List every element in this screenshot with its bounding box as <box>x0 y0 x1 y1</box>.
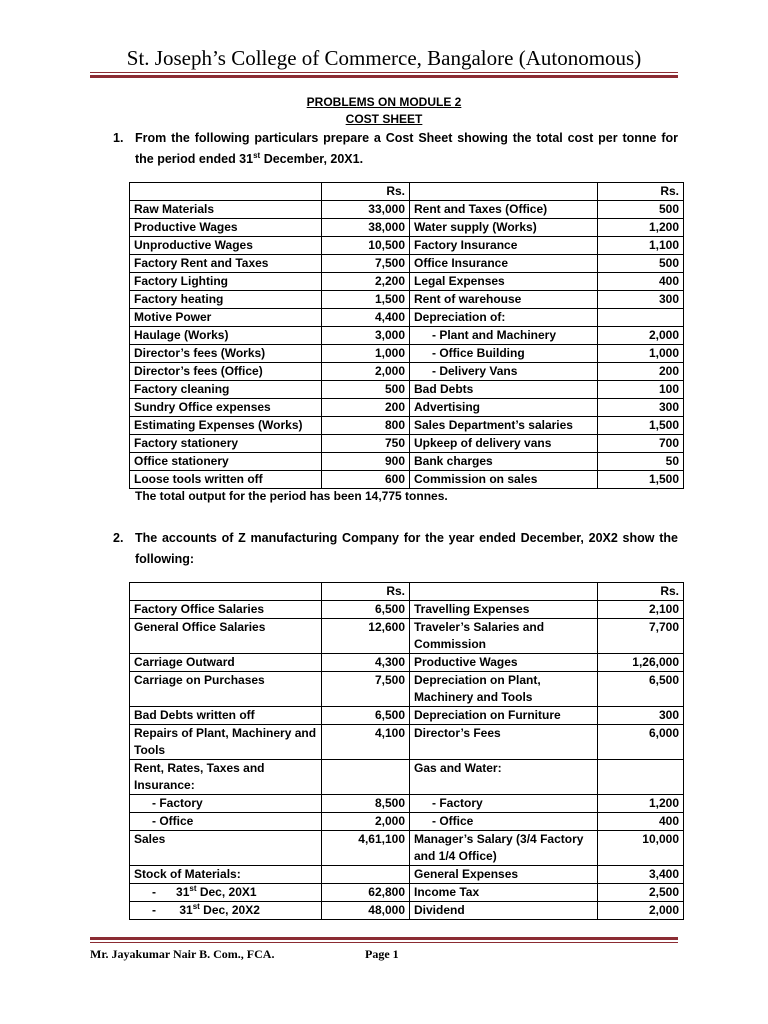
table-row <box>130 255 684 273</box>
table-cell: 7,700 <box>598 619 684 654</box>
table-cell: 300 <box>598 707 684 725</box>
cost-table-1 <box>129 182 684 489</box>
table-cell: 2,000 <box>322 813 410 831</box>
table-cell: 100 <box>598 381 684 399</box>
table-cell: Rs. <box>322 183 410 201</box>
footer-author: Mr. Jayakumar Nair B. Com., FCA. <box>90 947 275 961</box>
table-cell: 7,500 <box>322 255 410 273</box>
table-cell: Sundry Office expenses <box>130 399 322 417</box>
output-note: The total output for the period has been 14,775 tonnes. <box>135 489 448 503</box>
table-cell: 2,500 <box>598 884 684 902</box>
table-cell: Productive Wages <box>410 654 598 672</box>
table-cell: Office Insurance <box>410 255 598 273</box>
table-cell: Commission on sales <box>410 471 598 489</box>
table-cell: 6,500 <box>598 672 684 707</box>
table-cell: Productive Wages <box>130 219 322 237</box>
table-row <box>130 453 684 471</box>
table-row <box>130 471 684 489</box>
table-cell: 4,100 <box>322 725 410 760</box>
table-cell: 200 <box>322 399 410 417</box>
table-cell: 300 <box>598 291 684 309</box>
table-cell: 6,500 <box>322 601 410 619</box>
table-cell: Repairs of Plant, Machinery and Tools <box>130 725 322 760</box>
table-cell: Rs. <box>598 583 684 601</box>
table-cell: 4,400 <box>322 309 410 327</box>
table-cell <box>598 309 684 327</box>
table-cell: Traveler’s Salaries and Commission <box>410 619 598 654</box>
table-cell: Upkeep of delivery vans <box>410 435 598 453</box>
table-cell: 500 <box>598 201 684 219</box>
table-cell: Motive Power <box>130 309 322 327</box>
table-header-row <box>130 583 684 601</box>
table-cell: Rs. <box>598 183 684 201</box>
table-cell: 2,100 <box>598 601 684 619</box>
module-heading: PROBLEMS ON MODULE 2 <box>306 95 462 109</box>
table-row <box>130 725 684 760</box>
table-cell: - Factory <box>130 795 322 813</box>
table-cell: - Office <box>130 813 322 831</box>
table-cell: 750 <box>322 435 410 453</box>
table-cell: Travelling Expenses <box>410 601 598 619</box>
table-cell <box>598 760 684 795</box>
table-cell: Legal Expenses <box>410 273 598 291</box>
table-row <box>130 795 684 813</box>
footer-rule-thin <box>90 942 678 943</box>
table-cell: Rent, Rates, Taxes and Insurance: <box>130 760 322 795</box>
table-row <box>130 219 684 237</box>
table-row <box>130 831 684 866</box>
table-cell: 2,000 <box>598 327 684 345</box>
question-text: From the following particulars prepare a Cost Sheet showing the total cost per tonne for the period ended 31st December, 20X1. <box>135 131 678 166</box>
table-cell: 600 <box>322 471 410 489</box>
table-cell: Depreciation of: <box>410 309 598 327</box>
table-row <box>130 601 684 619</box>
table-cell: 1,200 <box>598 219 684 237</box>
table-cell: - Office <box>410 813 598 831</box>
question-number: 1. <box>113 131 124 145</box>
table-cell: Factory stationery <box>130 435 322 453</box>
table-cell <box>410 183 598 201</box>
table-cell: 8,500 <box>322 795 410 813</box>
table-cell: 1,200 <box>598 795 684 813</box>
table-row <box>130 672 684 707</box>
page-number: Page 1 <box>365 947 399 961</box>
table-cell <box>130 583 322 601</box>
table-cell: Unproductive Wages <box>130 237 322 255</box>
table-row <box>130 237 684 255</box>
question-text: The accounts of Z manufacturing Company for the year ended December, 20X2 show the following: <box>135 531 678 566</box>
table-row <box>130 345 684 363</box>
table-row <box>130 399 684 417</box>
table-row <box>130 363 684 381</box>
question-2 <box>113 528 678 570</box>
table-cell: 400 <box>598 273 684 291</box>
table-cell: 1,000 <box>322 345 410 363</box>
table-cell: 1,100 <box>598 237 684 255</box>
table-cell: 1,500 <box>598 417 684 435</box>
table-cell: Depreciation on Furniture <box>410 707 598 725</box>
table-cell: Director’s Fees <box>410 725 598 760</box>
table-row <box>130 866 684 884</box>
question-number: 2. <box>113 531 124 545</box>
table-cell: Advertising <box>410 399 598 417</box>
table-cell: 10,500 <box>322 237 410 255</box>
table-cell: 300 <box>598 399 684 417</box>
table-cell: - Delivery Vans <box>410 363 598 381</box>
table-cell: Carriage Outward <box>130 654 322 672</box>
table-cell: Director’s fees (Office) <box>130 363 322 381</box>
table-cell: Estimating Expenses (Works) <box>130 417 322 435</box>
question-1 <box>113 128 678 170</box>
table-row <box>130 884 684 902</box>
table-cell: 700 <box>598 435 684 453</box>
table-cell: 6,500 <box>322 707 410 725</box>
table-cell <box>322 866 410 884</box>
cost-table-2 <box>129 582 684 920</box>
table-cell: Rent and Taxes (Office) <box>410 201 598 219</box>
table-cell: 200 <box>598 363 684 381</box>
table-cell: 62,800 <box>322 884 410 902</box>
table-cell: - Plant and Machinery <box>410 327 598 345</box>
table-cell: 1,26,000 <box>598 654 684 672</box>
table-header-row <box>130 183 684 201</box>
table-cell: Factory Rent and Taxes <box>130 255 322 273</box>
table-cell: Factory Insurance <box>410 237 598 255</box>
table-cell: Raw Materials <box>130 201 322 219</box>
table-row <box>130 327 684 345</box>
table-cell: Income Tax <box>410 884 598 902</box>
table-cell: 33,000 <box>322 201 410 219</box>
college-title: St. Joseph’s College of Commerce, Bangalore (Autonomous) <box>126 46 642 70</box>
table-cell: 38,000 <box>322 219 410 237</box>
table-row <box>130 654 684 672</box>
table-cell: 50 <box>598 453 684 471</box>
table-row <box>130 707 684 725</box>
table-cell: 10,000 <box>598 831 684 866</box>
table-cell: 3,400 <box>598 866 684 884</box>
table-cell: General Expenses <box>410 866 598 884</box>
table-cell: Depreciation on Plant, Machinery and Tools <box>410 672 598 707</box>
table-cell: Bad Debts <box>410 381 598 399</box>
table-cell: 1,500 <box>598 471 684 489</box>
table-cell: Stock of Materials: <box>130 866 322 884</box>
table-cell: 400 <box>598 813 684 831</box>
table-row <box>130 381 684 399</box>
table-row <box>130 273 684 291</box>
table-row <box>130 902 684 920</box>
table-cell: 1,500 <box>322 291 410 309</box>
table-cell: Haulage (Works) <box>130 327 322 345</box>
header-rule-thin <box>90 72 678 73</box>
table-cell: Loose tools written off <box>130 471 322 489</box>
table-cell: Rs. <box>322 583 410 601</box>
table-cell: 900 <box>322 453 410 471</box>
table-cell: 500 <box>598 255 684 273</box>
table-cell: Dividend <box>410 902 598 920</box>
table-row <box>130 201 684 219</box>
table-cell: - 31st Dec, 20X1 <box>130 884 322 902</box>
table-row <box>130 309 684 327</box>
table-cell: Factory Office Salaries <box>130 601 322 619</box>
table-cell: Factory cleaning <box>130 381 322 399</box>
table-cell: Water supply (Works) <box>410 219 598 237</box>
table-cell: Sales <box>130 831 322 866</box>
table-cell: Office stationery <box>130 453 322 471</box>
table-cell: Bank charges <box>410 453 598 471</box>
table-cell: - 31st Dec, 20X2 <box>130 902 322 920</box>
table-row <box>130 619 684 654</box>
table-cell: 1,000 <box>598 345 684 363</box>
table-cell: Factory heating <box>130 291 322 309</box>
table-cell: 3,000 <box>322 327 410 345</box>
cost-sheet-heading: COST SHEET <box>345 112 423 126</box>
table-cell: 4,61,100 <box>322 831 410 866</box>
table-cell: 48,000 <box>322 902 410 920</box>
table-cell: Factory Lighting <box>130 273 322 291</box>
table-cell <box>410 583 598 601</box>
table-cell: - Factory <box>410 795 598 813</box>
table-cell: 6,000 <box>598 725 684 760</box>
header-rule-thick <box>90 75 678 78</box>
table-cell: 2,200 <box>322 273 410 291</box>
table-cell: 800 <box>322 417 410 435</box>
table-cell <box>322 760 410 795</box>
table-cell: Sales Department’s salaries <box>410 417 598 435</box>
table-cell: Carriage on Purchases <box>130 672 322 707</box>
table-row <box>130 435 684 453</box>
table-cell: 2,000 <box>322 363 410 381</box>
table-cell: 12,600 <box>322 619 410 654</box>
table-cell: 7,500 <box>322 672 410 707</box>
table-cell: Rent of warehouse <box>410 291 598 309</box>
table-row <box>130 417 684 435</box>
table-cell: General Office Salaries <box>130 619 322 654</box>
table-cell: 2,000 <box>598 902 684 920</box>
table-cell: Manager’s Salary (3/4 Factory and 1/4 Office) <box>410 831 598 866</box>
table-row <box>130 760 684 795</box>
table-cell: - Office Building <box>410 345 598 363</box>
footer-rule-thick <box>90 937 678 940</box>
table-row <box>130 291 684 309</box>
table-cell: 500 <box>322 381 410 399</box>
table-cell: Gas and Water: <box>410 760 598 795</box>
table-row <box>130 813 684 831</box>
table-cell: 4,300 <box>322 654 410 672</box>
table-cell: Director’s fees (Works) <box>130 345 322 363</box>
table-cell <box>130 183 322 201</box>
table-cell: Bad Debts written off <box>130 707 322 725</box>
